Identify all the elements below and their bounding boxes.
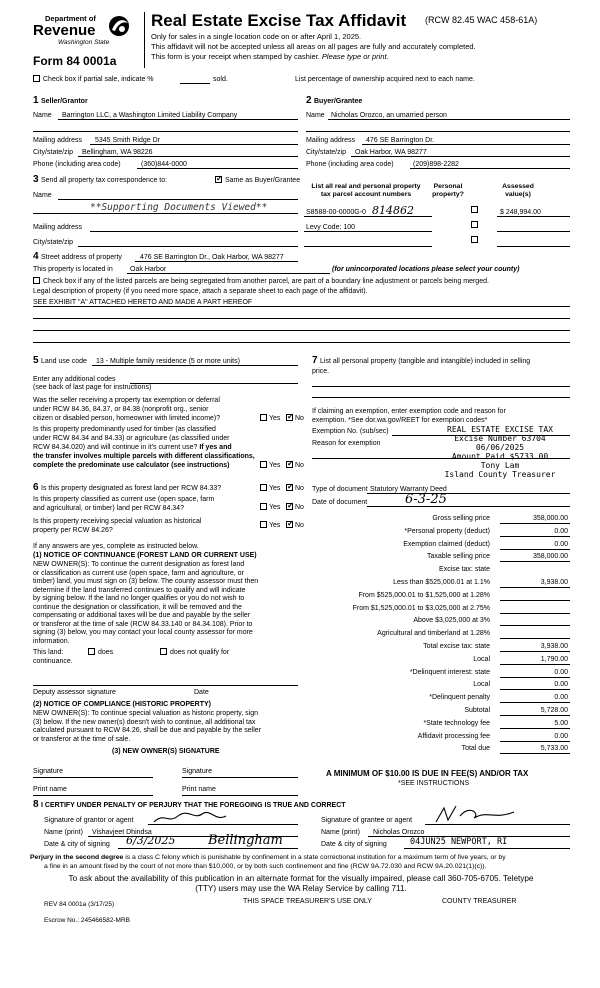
calc-row-line [500, 715, 570, 716]
county-treasurer: COUNTY TREASURER [442, 898, 517, 905]
calc-row [300, 731, 570, 743]
buyer-addr-field[interactable]: 476 SE Barrington Dr. [366, 137, 435, 144]
calc-row-label: Local [473, 655, 490, 663]
parcel-col-header: List all real and personal property tax parcel account numbers [311, 183, 421, 198]
buyer-name-label: Name [306, 112, 325, 119]
n1-line: information. [33, 637, 70, 645]
calc-row-line [500, 613, 570, 614]
owner-sig-label-1: Signature [33, 768, 63, 775]
located-field[interactable]: Oak Harbor [130, 266, 167, 273]
seller-num: 1 [33, 95, 39, 106]
calc-row-line [500, 651, 570, 652]
calc-row [300, 590, 570, 602]
calc-row [300, 705, 570, 717]
grantor-city-field[interactable]: Bellingham [208, 833, 283, 848]
legal-desc-label: Legal description of property (if you need more space, attach a separate sheet to each page of the affidavit). [33, 288, 368, 295]
grantor-name-field[interactable]: Vishavjeet Dhindsa [92, 829, 152, 836]
personal-property-checkbox-1[interactable] [471, 206, 478, 213]
street-address-field[interactable]: 476 SE Barrington Dr., Oak Harbor, WA 98277 [140, 254, 284, 261]
q1-line-c: citizen or disabled person, homeowner with limited income)? [33, 415, 221, 422]
calc-row-label: Excise tax: state [439, 566, 490, 574]
calc-row [300, 564, 570, 576]
seller-name-label: Name [33, 112, 52, 119]
calc-row [300, 692, 570, 704]
section3-label: Send all property tax correspondence to: [41, 177, 168, 184]
tax-calculation [300, 513, 570, 768]
n1-line: continue the designation or classification, it will be removed and the [33, 603, 242, 611]
partial-sale-checkbox[interactable] [33, 75, 40, 82]
calc-row-label: *State technology fee [423, 719, 490, 727]
parcel-number-field[interactable]: S8588-00-0000G-0 [306, 209, 366, 216]
ownership-note: List percentage of ownership acquired next to each name. [295, 76, 475, 83]
personal-property-checkbox-3[interactable] [471, 236, 478, 243]
q1-yes-checkbox[interactable] [260, 414, 267, 421]
calc-row-value[interactable]: 0.00 [554, 668, 568, 676]
q2-no-label: No [295, 462, 304, 469]
n1-line: or transferor at the time of sale (RCW 84.33.140 or 84.34.108). Prior to [33, 620, 253, 628]
calc-row [300, 679, 570, 691]
calc-row-value[interactable]: 3,938.00 [540, 579, 568, 586]
q2-yes-label: Yes [269, 462, 281, 469]
current-use-yes-label: Yes [269, 504, 281, 511]
calc-row [300, 539, 570, 551]
calc-row-line [500, 587, 570, 588]
current-use-q-a: Is this property classified as current use (open space, farm [33, 496, 215, 503]
land-does-checkbox[interactable] [88, 648, 95, 655]
q2-line-d: the transfer involves multiple parcels with different classifications, [33, 453, 255, 460]
calc-row-value[interactable]: 1,790.00 [540, 655, 568, 663]
notice1-body [33, 561, 303, 646]
calc-row-line [500, 600, 570, 601]
calc-row-label: Above $3,025,000 at 3% [413, 617, 490, 625]
calc-row-label: From $525,000.01 to $1,525,000 at 1.28% [358, 591, 490, 599]
form-number: Form 84 0001a [33, 54, 117, 68]
n1-line: or classification as current use (open space, farm and agriculture, or [33, 569, 244, 577]
calc-row-line [500, 753, 570, 754]
revenue-swoosh-icon [106, 14, 132, 38]
buyer-city-label: City/state/zip [306, 149, 347, 156]
calc-row-value[interactable]: 5.00 [554, 719, 568, 727]
historic-yes-label: Yes [269, 522, 281, 529]
street-address-label: Street address of property [41, 254, 122, 261]
calc-row [300, 513, 570, 525]
forest-q: Is this property designated as forest land per RCW 84.33? [41, 485, 222, 492]
n1-line: by signing below. If the land no longer qualifies or you do not wish to [33, 595, 245, 602]
notice2-body [33, 710, 303, 744]
type-doc-field[interactable]: Statutory Warranty Deed [370, 486, 447, 493]
calc-row-line [500, 625, 570, 626]
calc-row-line [500, 664, 570, 665]
historic-yes-checkbox[interactable] [260, 521, 267, 528]
if-any-yes: If any answers are yes, complete as instructed below. [33, 543, 199, 550]
calc-row-label: Affidavit processing fee [417, 732, 490, 740]
grantor-name-label: Name (print) [44, 829, 83, 836]
calc-row-line [500, 689, 570, 690]
owner-sig-label-2: Signature [182, 768, 212, 775]
rev-number: REV 84 0001a (3/17/25) [44, 901, 115, 908]
calc-row [300, 615, 570, 627]
q1-no-checkbox[interactable] [286, 414, 293, 421]
calc-row [300, 603, 570, 615]
unincorporated-note: (for unincorporated locations please select your county) [332, 266, 520, 273]
calc-row-label: *Personal property (deduct) [404, 527, 490, 535]
land-use-label: Land use code [41, 358, 87, 365]
treasurer-stamp: REAL ESTATE EXCISE TAX Excise Number 63704 06/06/2025 Amount Paid $5733.00 Tony Lam Island County Treasurer [444, 425, 556, 479]
seller-phone-label: Phone (including area code) [33, 161, 121, 168]
buyer-city-field[interactable]: Oak Harbor, WA 98277 [355, 149, 427, 156]
section7-num: 7 [312, 355, 318, 366]
same-as-buyer-checkbox[interactable] [215, 176, 222, 183]
assessed-col-header: Assessed value(s) [502, 183, 534, 198]
section3-city-label: City/state/zip [33, 239, 74, 246]
calc-row-value[interactable]: 0.00 [554, 540, 568, 548]
calc-row-value[interactable]: 0.00 [554, 732, 568, 740]
forest-no-label: No [295, 485, 304, 492]
grantor-signature-icon [150, 810, 230, 826]
owner-print-label-2: Print name [182, 786, 216, 793]
logo-dept: Department of [45, 14, 96, 23]
header-sub1: Only for sales in a single location code on or after April 1, 2025. [151, 32, 362, 41]
owner-print-label-1: Print name [33, 786, 67, 793]
treasurer-use-only: THIS SPACE TREASURER'S USE ONLY [243, 898, 372, 905]
assessed-value-field[interactable]: $ 248,994.00 [500, 209, 541, 216]
calc-row-value[interactable]: 0.00 [554, 681, 568, 689]
n1-line: determine if the land transferred continues to qualify and will indicate [33, 586, 246, 594]
seller-addr-field[interactable]: 5345 Smith Ridge Dr [95, 137, 160, 144]
segregated-checkbox[interactable] [33, 277, 40, 284]
levy-code-field[interactable]: Levy Code: 100 [306, 224, 356, 231]
seller-addr-label: Mailing address [33, 137, 83, 144]
land-doesnot-checkbox[interactable] [160, 648, 167, 655]
section3-name-label: Name [33, 192, 52, 199]
type-doc-label: Type of document [312, 486, 368, 493]
grantee-sig-label: Signature of grantee or agent [321, 817, 413, 824]
section4-num: 4 [33, 251, 39, 262]
date-doc-field[interactable]: 6-3-25 [405, 492, 447, 507]
calc-row-value[interactable]: 3,938.00 [540, 643, 568, 650]
q2-line-e: complete the predominate use calculator (see instructions) [33, 462, 230, 469]
calc-row-label: Local [473, 681, 490, 689]
calc-row-line [500, 638, 570, 639]
continuance-label: continuance. [33, 658, 73, 665]
calc-row [300, 718, 570, 730]
header-sub3: This form is your receipt when stamped by cashier. Please type or print. [151, 52, 389, 61]
calc-row-value[interactable]: 358,000.00 [532, 553, 568, 561]
personal-prop-label: List all personal property (tangible and intangible) included in selling [320, 358, 531, 365]
partial-sold-label: sold. [213, 76, 228, 83]
n2-line: or transferor at the time of sale. [33, 735, 131, 743]
q1-line-a: Was the seller receiving a property tax exemption or deferral [33, 397, 220, 404]
seller-city-label: City/state/zip [33, 149, 74, 156]
form-title: Real Estate Excise Tax Affidavit [151, 11, 407, 30]
grantee-date-label: Date & city of signing [321, 841, 387, 848]
perjury-notice: Perjury in the second degree is a class C felony which is punishable by confinement in a state correctional institution for a maximum term of five years, or by a fine in an amount fixed by the court of not more than $10,000, or by both such confinement and fine (RCW 9A.72.030 and RCW 9A.20.021(1)(c)). [30, 854, 506, 870]
calc-row-label: Taxable selling price [426, 553, 490, 561]
seller-name-field[interactable]: Barrington LLC, a Washington Limited Liability Company [62, 112, 238, 119]
current-use-no-checkbox[interactable] [286, 503, 293, 510]
reason-label: Reason for exemption [312, 440, 381, 447]
section3-num: 3 [33, 174, 39, 185]
partial-sale-label: Check box if partial sale, indicate % [43, 76, 154, 83]
certify-heading: I CERTIFY UNDER PENALTY OF PERJURY THAT THE FOREGOING IS TRUE AND CORRECT [41, 802, 346, 809]
buyer-addr-label: Mailing address [306, 137, 356, 144]
forest-yes-label: Yes [269, 485, 281, 492]
calc-row-line [500, 561, 570, 562]
calc-row-label: *Delinquent penalty [429, 694, 490, 702]
notice3-title: (3) NEW OWNER(S) SIGNATURE [112, 748, 220, 755]
calc-row-label: Gross selling price [432, 515, 490, 522]
form-rcw: (RCW 82.45 WAC 458-61A) [425, 15, 538, 25]
buyer-heading: Buyer/Grantee [314, 98, 363, 105]
parcel-handwritten: 814862 [372, 204, 414, 217]
addl-codes-note: (see back of last page for instructions) [33, 384, 152, 391]
grantee-date-field[interactable]: 04JUN25 NEWPORT, RI [410, 837, 508, 847]
calc-row-line [500, 523, 570, 524]
historic-q-a: Is this property receiving special valuation as historical [33, 518, 202, 525]
calc-row-line [500, 741, 570, 742]
escrow-number: Escrow No.: 245466582-MRB [44, 917, 130, 924]
section3-addr-label: Mailing address [33, 224, 83, 231]
current-use-yes-checkbox[interactable] [260, 503, 267, 510]
calc-row-line [500, 728, 570, 729]
logo-revenue: Revenue [33, 22, 96, 39]
calc-row-value[interactable]: 0.00 [554, 527, 568, 535]
calc-row [300, 526, 570, 538]
addl-codes-label: Enter any additional codes [33, 376, 116, 383]
section6-num: 6 [33, 482, 39, 493]
located-label: This property is located in [33, 266, 113, 273]
calc-row-line [500, 549, 570, 550]
calc-row-label: Agricultural and timberland at 1.28% [377, 630, 490, 638]
land-doesnot-label: does not qualify for [170, 649, 230, 656]
n2-line: NEW OWNER(S): To continue special valuation as historic property, sign [33, 710, 258, 717]
seller-city-field[interactable]: Bellingham, WA 98226 [82, 149, 153, 156]
calc-row-label: Total excise tax: state [423, 643, 490, 650]
date-doc-label: Date of document [312, 499, 368, 506]
land-does-label: does [98, 649, 114, 656]
grantee-signature-icon [430, 802, 520, 826]
claim-line1: If claiming an exemption, enter exemption code and reason for [312, 408, 506, 415]
grantee-name-label: Name (print) [321, 829, 360, 836]
deputy-sig-label: Deputy assessor signature [33, 689, 116, 696]
q2-line-c: RCW 84.34.020) and will continue in it's current use? If yes and [33, 444, 232, 451]
calc-row [300, 641, 570, 653]
revenue-logo [30, 12, 140, 52]
calc-row-label: Subtotal [464, 707, 490, 714]
calc-row [300, 577, 570, 589]
same-as-buyer-label: Same as Buyer/Grantee [225, 177, 301, 184]
personal-col-header: Personal property? [432, 183, 464, 198]
deputy-date-label: Date [194, 689, 209, 696]
q1-no-label: No [295, 415, 304, 422]
seller-phone-field[interactable]: (360)844-0000 [141, 161, 187, 168]
calc-row-value[interactable]: 358,000.00 [532, 515, 568, 522]
seller-heading: Seller/Grantor [41, 98, 88, 105]
calc-row [300, 628, 570, 640]
minimum-due: A MINIMUM OF $10.00 IS DUE IN FEE(S) AND/OR TAX [326, 769, 529, 778]
grantee-name-field[interactable]: Nicholas Orozco [373, 829, 425, 836]
historic-no-checkbox[interactable] [286, 521, 293, 528]
calc-row-line [500, 677, 570, 678]
calc-row-label: From $1,525,000.01 to $3,025,000 at 2.75% [352, 604, 490, 612]
q2-line-a: Is this property predominantly used for timber (as classified [33, 426, 216, 433]
q2-yes-checkbox[interactable] [260, 461, 267, 468]
section8-num: 8 [33, 799, 39, 810]
supporting-docs-stamp: **Supporting Documents Viewed** [90, 202, 268, 213]
grantor-date-field[interactable]: 6/3/2025 [126, 834, 176, 847]
calc-row [300, 654, 570, 666]
land-use-field[interactable]: 13 - Multiple family residence (5 or more units) [96, 358, 240, 365]
forest-no-checkbox[interactable] [286, 484, 293, 491]
calc-row-line [500, 702, 570, 703]
segregated-label: Check box if any of the listed parcels are being segregated from another parcel, are part of a boundary line adjustment or parcels being merged. [43, 278, 489, 285]
calc-row [300, 743, 570, 755]
calc-row [300, 551, 570, 563]
historic-no-label: No [295, 522, 304, 529]
forest-yes-checkbox[interactable] [260, 484, 267, 491]
legal-desc-field[interactable]: SEE EXHIBIT "A" ATTACHED HERETO AND MADE A PART HEREOF [33, 299, 253, 306]
claim-line2: exemption. *See dor.wa.gov/REET for exemption codes* [312, 417, 488, 424]
calc-row [300, 667, 570, 679]
calc-row-value[interactable]: 0.00 [554, 694, 568, 702]
historic-q-b: property per RCW 84.26? [33, 527, 113, 534]
q1-line-b: under RCW 84.36, 84.37, or 84.38 (nonprofit org., senior [33, 406, 209, 413]
q2-no-checkbox[interactable] [286, 461, 293, 468]
q2-line-b: under RCW 84.34 and 84.33) or agriculture (as classified under [33, 435, 230, 442]
calc-row-label: Exemption claimed (deduct) [403, 540, 490, 548]
notice1-title: (1) NOTICE OF CONTINUANCE (FOREST LAND OR CURRENT USE) [33, 552, 257, 559]
current-use-q-b: and agricultural, or timber) land per RCW 84.34? [33, 505, 184, 512]
grantor-sig-label: Signature of grantor or agent [44, 817, 134, 824]
calc-row-line [500, 536, 570, 537]
n1-line: signing (3) below, you may contact your local county assessor for more [33, 629, 253, 636]
logo-state: Washington State [58, 39, 110, 46]
see-instructions: *SEE INSTRUCTIONS [398, 780, 470, 787]
notice2-title: (2) NOTICE OF COMPLIANCE (HISTORIC PROPERTY) [33, 701, 211, 708]
buyer-phone-label: Phone (including area code) [306, 161, 394, 168]
n1-line: NEW OWNER(S): To continue the current designation as forest land [33, 561, 245, 568]
n2-line: calculated pursuant to RCW 84.26, shall be due and payable by the seller [33, 727, 262, 734]
n1-line: timber) land, you must sign on (3) below. The county assessor must then [33, 578, 259, 585]
availability-notice: To ask about the availability of this publication in an alternate format for the visually impaired, please call 360-705-6705. Teletype (TTY) users may use the WA Relay Service by calling 711. [68, 874, 534, 893]
exemption-no-label: Exemption No. (sub/sec) [312, 428, 389, 435]
section5-num: 5 [33, 355, 39, 366]
grantor-date-label: Date & city of signing [44, 841, 110, 848]
calc-row-label: Total due [461, 745, 490, 753]
n2-line: (3) below. If the new owner(s) doesn't wish to continue, all additional tax [33, 718, 256, 726]
current-use-no-label: No [295, 504, 304, 511]
buyer-num: 2 [306, 95, 312, 106]
buyer-name-field[interactable]: Nicholas Orozco, an umarried person [331, 112, 447, 119]
calc-row-value[interactable]: 5,733.00 [540, 745, 568, 753]
calc-row-label: Less than $525,000.01 at 1.1% [393, 579, 490, 586]
header-sub2: This affidavit will not be accepted unless all areas on all pages are fully and accurately completed. [151, 42, 476, 51]
calc-row-value[interactable]: 5,728.00 [540, 707, 568, 714]
this-land-label: This land: [33, 649, 64, 656]
personal-prop-label2: price. [312, 368, 330, 375]
q1-yes-label: Yes [269, 415, 281, 422]
calc-row-label: *Delinquent interest: state [409, 668, 490, 676]
n1-line: compensating or additional taxes will be due and payable by the seller [33, 612, 251, 619]
buyer-phone-field[interactable]: (209)898-2282 [413, 161, 459, 168]
personal-property-checkbox-2[interactable] [471, 221, 478, 228]
